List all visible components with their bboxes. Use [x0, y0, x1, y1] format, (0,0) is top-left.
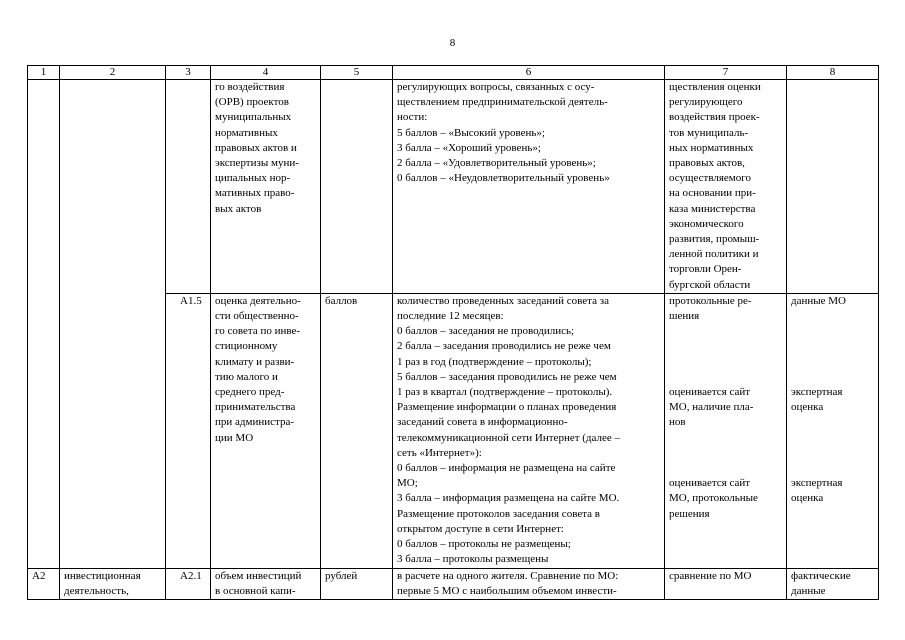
- indicator-code-cell: А2.1: [166, 568, 211, 599]
- text-line: го совета по инве-: [215, 325, 301, 338]
- text-line: ных нормативных: [669, 141, 754, 154]
- text-line: при администра-: [215, 416, 294, 429]
- section-code-cell: [28, 80, 60, 569]
- indicator-code-cell: А1.5: [166, 293, 211, 568]
- text-line: данные: [791, 584, 826, 597]
- text-line: оценивается сайт: [669, 477, 751, 490]
- text-line: экономического: [669, 217, 744, 230]
- text-line: 3 балла – протоколы размещены: [397, 553, 549, 566]
- column-number: 6: [393, 66, 665, 80]
- unit-cell: [321, 80, 393, 294]
- text-line: ществлением предпринимательской деятель-: [397, 96, 608, 109]
- section-code-cell: А2: [28, 568, 60, 599]
- text-line: ности:: [397, 111, 428, 124]
- page-number: 8: [449, 37, 456, 49]
- text-line: 3 балла – «Хороший уровень»;: [397, 141, 541, 154]
- text-line: экспертная: [791, 386, 843, 399]
- text-line: данные МО: [791, 294, 846, 307]
- text-line: экспертизы муни-: [215, 157, 299, 170]
- text-line: инвестиционная: [64, 569, 141, 582]
- text-line: правовых актов и: [215, 141, 297, 154]
- method-cell: [393, 568, 665, 599]
- text-line: 0 баллов – заседания не проводились;: [397, 325, 575, 338]
- text-line: 0 баллов – информация не размещена на сайте: [397, 462, 616, 475]
- source-cell: [665, 568, 787, 599]
- text-line: бургской области: [669, 278, 751, 291]
- text-line: 2 балла – заседания проводились не реже чем: [397, 340, 611, 353]
- source-cell: [665, 80, 787, 294]
- section-name-cell: [60, 568, 166, 599]
- text-line: на основании при-: [669, 187, 756, 200]
- unit-cell: рублей: [321, 568, 393, 599]
- text-line: воздействия проек-: [669, 111, 760, 124]
- text-line: 5 баллов – заседания проводились не реже чем: [397, 370, 617, 383]
- table-row-continuation: [28, 80, 879, 294]
- text-line: объем инвестиций: [215, 569, 302, 582]
- column-number: 3: [166, 66, 211, 80]
- text-line: оценка деятельно-: [215, 294, 301, 307]
- indicator-name-cell: [211, 568, 321, 599]
- text-line: каза министерства: [669, 202, 756, 215]
- text-line: Размещение протоколов заседания совета в: [397, 507, 600, 520]
- text-line: 3 балла – информация размещена на сайте МО.: [397, 492, 620, 505]
- text-line: первые 5 МО с наибольшим объемом инвести-: [397, 584, 617, 597]
- text-line: сравнение по МО: [669, 569, 752, 582]
- column-number: 1: [28, 66, 60, 80]
- text-line: климату и разви-: [215, 355, 295, 368]
- indicator-code-cell: [166, 80, 211, 294]
- text-line: деятельность,: [64, 584, 129, 597]
- text-line: в основной капи-: [215, 584, 296, 597]
- text-line: сеть «Интернет»):: [397, 446, 482, 459]
- column-number-row: [28, 66, 879, 80]
- text-line: принимательства: [215, 401, 296, 414]
- text-line: развития, промыш-: [669, 233, 760, 246]
- text-line: ществления оценки: [669, 81, 761, 93]
- column-number: 7: [665, 66, 787, 80]
- text-line: (ОРВ) проектов: [215, 96, 289, 109]
- text-line: осуществляемого: [669, 172, 752, 185]
- text-line: количество проведенных заседаний совета за: [397, 294, 609, 307]
- text-line: нов: [669, 416, 686, 429]
- data-type-cell: [787, 293, 879, 568]
- text-line: Размещение информации о планах проведения: [397, 401, 617, 414]
- text-line: муниципальных: [215, 111, 292, 124]
- text-line: в расчете на одного жителя. Сравнение по МО:: [397, 569, 619, 582]
- text-line: среднего пред-: [215, 386, 285, 399]
- text-line: последние 12 месяцев:: [397, 310, 504, 323]
- text-line: 1 раз в год (подтверждение – протоколы);: [397, 355, 592, 368]
- text-line: нормативных: [215, 126, 278, 139]
- text-line: ципальных нор-: [215, 172, 291, 185]
- text-line: стиционному: [215, 340, 278, 353]
- column-number: 4: [211, 66, 321, 80]
- source-cell: [665, 293, 787, 568]
- text-line: решения: [669, 507, 710, 520]
- text-line: 0 баллов – протоколы не размещены;: [397, 538, 571, 551]
- method-cell: [393, 293, 665, 568]
- text-line: протокольные ре-: [669, 294, 752, 307]
- criteria-table: [27, 65, 879, 600]
- text-line: оценивается сайт: [669, 386, 751, 399]
- method-cell: [393, 80, 665, 294]
- text-line: правовых актов,: [669, 157, 745, 170]
- text-line: экспертная: [791, 477, 843, 490]
- text-line: 5 баллов – «Высокий уровень»;: [397, 126, 545, 139]
- text-line: МО;: [397, 477, 418, 490]
- text-line: ции МО: [215, 431, 254, 444]
- text-line: шения: [669, 310, 700, 323]
- text-line: заседаний совета в информационно-: [397, 416, 568, 429]
- section-name-cell: [60, 80, 166, 569]
- text-line: тов муниципаль-: [669, 126, 749, 139]
- table-row-a2: [28, 568, 879, 599]
- text-line: мативных право-: [215, 187, 295, 200]
- indicator-name-cell: [211, 293, 321, 568]
- text-line: регулирующего: [669, 96, 743, 109]
- text-line: ленной политики и: [669, 248, 759, 261]
- column-number: 2: [60, 66, 166, 80]
- text-line: регулирующих вопросы, связанных с осу-: [397, 81, 595, 93]
- text-line: вых актов: [215, 202, 262, 215]
- text-line: 0 баллов – «Неудовлетворительный уровень»: [397, 172, 610, 185]
- column-number: 8: [787, 66, 879, 80]
- indicator-name-cell: [211, 80, 321, 294]
- text-line: го воздействия: [215, 81, 285, 93]
- data-type-cell: [787, 568, 879, 599]
- text-line: фактические: [791, 569, 851, 582]
- unit-cell: баллов: [321, 293, 393, 568]
- text-line: сти общественно-: [215, 310, 299, 323]
- text-line: МО, наличие пла-: [669, 401, 754, 414]
- text-line: оценка: [791, 401, 824, 414]
- text-line: МО, протокольные: [669, 492, 758, 505]
- text-line: тию малого и: [215, 370, 278, 383]
- text-line: оценка: [791, 492, 824, 505]
- text-line: открытом доступе в сети Интернет:: [397, 522, 564, 535]
- text-line: 2 балла – «Удовлетворительный уровень»;: [397, 157, 596, 170]
- text-line: телекоммуникационной сети Интернет (далее –: [397, 431, 621, 444]
- text-line: торговли Орен-: [669, 263, 742, 276]
- column-number: 5: [321, 66, 393, 80]
- data-type-cell: [787, 80, 879, 294]
- text-line: 1 раз в квартал (подтверждение – протоколы).: [397, 386, 613, 399]
